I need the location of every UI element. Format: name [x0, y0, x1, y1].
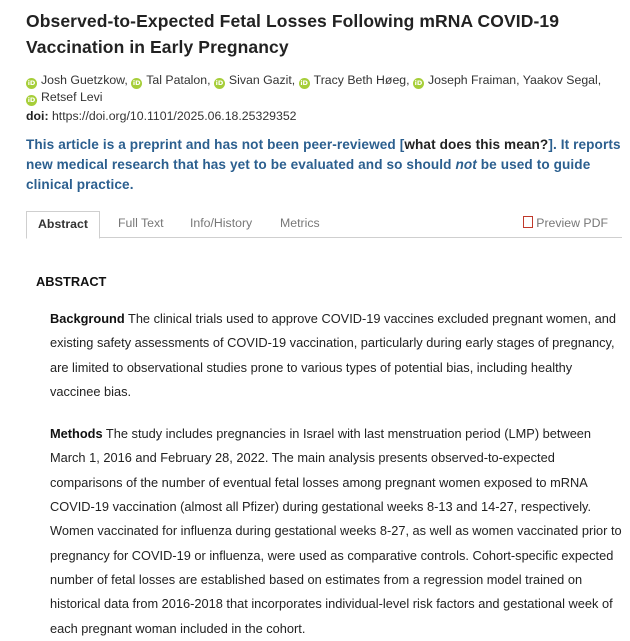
orcid-icon[interactable]: iD [414, 79, 423, 87]
tab-full-text[interactable]: Full Text [118, 216, 164, 230]
doi-label: doi: [26, 109, 49, 123]
author-list [26, 72, 622, 106]
what-does-this-mean-link[interactable]: what does this mean? [404, 137, 549, 152]
doi-link[interactable]: https://doi.org/10.1101/2025.06.18.25329352 [51, 109, 297, 123]
author[interactable]: iD Josh Guetzkow, [27, 73, 128, 87]
abstract-heading: ABSTRACT [36, 274, 107, 289]
author[interactable]: Yaakov Segal, [522, 73, 602, 87]
article-tabs [26, 211, 622, 238]
article-page [26, 8, 622, 641]
author[interactable]: iD Tal Patalon, [132, 73, 211, 87]
author[interactable]: iD Joseph Fraiman, [414, 73, 520, 87]
author[interactable]: iD Sivan Gazit, [215, 73, 296, 87]
abstract-background: Background The clinical trials used to approve COVID-19 vaccines excluded pregnant women, and existing safety assessments of COVID-19 vaccination, particularly during early stages of pregnancy, are limited to observational studies prone to various types of potential bias, including healthy vaccinee bias. [50, 311, 616, 399]
preview-pdf-link[interactable]: Preview PDF [523, 211, 608, 236]
tab-metrics[interactable]: Metrics [280, 216, 320, 230]
tab-abstract[interactable]: Abstract [26, 211, 100, 239]
pdf-file-icon [523, 216, 533, 228]
orcid-icon[interactable]: iD [300, 79, 308, 87]
abstract-methods: Methods The study includes pregnancies in Israel with last menstruation period (LMP) between March 1, 2016 and February 28, 2022. The main analysis presents observed-to-expected comparisons of the number of eventual fetal losses among pregnant women exposed to mRNA COVID-19 vaccination (almost all Pfizer) during gestational weeks 8-13 and 14-27, respectively. Women vaccinated for influenza during gestational weeks 8-27, as well as women vaccinated prior to pregnancy for COVID-19 or influenza, were used as comparative controls. Cohort-specific expected number of fetal losses are established based on estimates from a regression model trained on historical data from 2016-2018 that incorporates individual-level risk factors and gestational week of each pregnant woman included in the cohort. [50, 426, 622, 636]
orcid-icon[interactable]: iD [132, 79, 141, 87]
orcid-icon[interactable]: iD [27, 96, 36, 104]
doi-line [26, 109, 622, 123]
author[interactable]: iD Retsef Levi [27, 90, 103, 104]
author[interactable]: iD Tracy Beth Høeg, [300, 73, 410, 87]
preprint-notice: This article is a preprint and has not been peer-reviewed [what does this mean?]. It reports new medical research that has yet to be evaluated and so should not be used to guide clinical practice. [26, 137, 621, 192]
article-title: Observed-to-Expected Fetal Losses Following mRNA COVID-19 Vaccination in Early Pregnancy [26, 11, 560, 57]
tab-info-history[interactable]: Info/History [190, 216, 253, 230]
orcid-icon[interactable]: iD [215, 79, 224, 87]
orcid-icon[interactable]: iD [27, 79, 36, 87]
